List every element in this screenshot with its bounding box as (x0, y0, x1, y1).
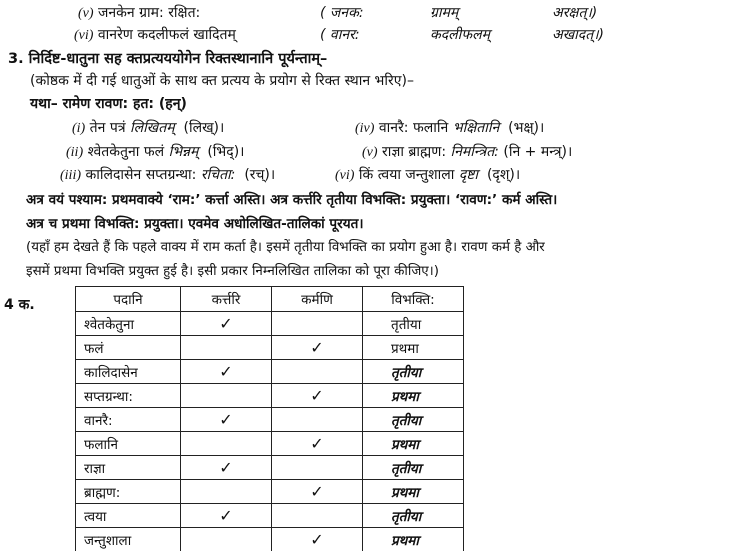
cell-kartari: ✓ (181, 408, 272, 432)
cell-vibhakti: तृतीया (363, 456, 464, 480)
item-number: (v) (78, 6, 94, 21)
cell-vibhakti: प्रथमा (363, 432, 464, 456)
cell-karmani: ✓ (272, 528, 363, 551)
item-number: (i) (72, 121, 86, 136)
hindi-explanation-2: इसमें प्रथमा विभक्ति प्रयुक्त हुई है। इसी प्रकार निम्नलिखित तालिका को पूरा कीजिए।) (26, 264, 439, 279)
prev-item-v (78, 3, 200, 22)
cell-word: कालिदासेन (76, 360, 181, 384)
cell-vibhakti: तृतीया (363, 504, 464, 528)
answer-c: अखादत्।) (552, 27, 604, 43)
cell-kartari: ✓ (181, 456, 272, 480)
item-answer: भिन्नम् (168, 144, 199, 160)
table-row (76, 528, 464, 551)
cell-word: त्वया (76, 504, 181, 528)
q3-item-iii (60, 165, 275, 184)
cell-word: फलं (76, 336, 181, 360)
sentence: जनकेन ग्राम: रक्षित: (98, 5, 201, 21)
table-row (76, 312, 464, 336)
question-4-label: 4 क. (4, 297, 35, 313)
item-root: (भक्ष्)। (508, 120, 545, 136)
cell-vibhakti: प्रथमा (363, 480, 464, 504)
table-row (76, 480, 464, 504)
item-number: (vi) (335, 168, 355, 183)
item-answer: रचिता: (200, 167, 236, 183)
hindi-explanation-1: (यहाँ हम देखते हैं कि पहले वाक्य में राम कर्ता है। इसमें तृतीया विभक्ति का प्रयोग हुआ है। रावण कर्म है और (26, 240, 545, 255)
prev-item-vi (74, 25, 236, 44)
table-row (76, 504, 464, 528)
item-root: (दृश्)। (486, 167, 521, 183)
item-text: राज्ञा ब्राह्मण: (382, 144, 447, 160)
cell-word: सप्तग्रन्था: (76, 384, 181, 408)
cell-karmani (272, 456, 363, 480)
cell-word: जन्तुशाला (76, 528, 181, 551)
q3-item-i (72, 118, 224, 137)
cell-vibhakti: तृतीया (363, 408, 464, 432)
item-answer: निमन्त्रित: (450, 144, 499, 160)
cell-word: श्वेतकेतुना (76, 312, 181, 336)
answer-b: ग्रामम् (430, 5, 459, 21)
cell-kartari (181, 432, 272, 456)
item-answer: लिखितम् (130, 120, 175, 136)
cell-karmani: ✓ (272, 480, 363, 504)
table-row (76, 456, 464, 480)
cell-vibhakti: तृतीया (363, 360, 464, 384)
cell-vibhakti: प्रथमा (363, 336, 464, 360)
cell-kartari: ✓ (181, 360, 272, 384)
q3-item-v (362, 142, 572, 161)
answer-a: ( वानर: (320, 27, 360, 43)
item-number: (iii) (60, 168, 81, 183)
explanation-line-2: अत्र च प्रथमा विभक्ति: प्रयुक्ता। एवमेव अधोलिखित-तालिकां पूरयत। (26, 216, 364, 232)
q3-item-vi (335, 165, 520, 184)
cell-vibhakti: तृतीया (363, 312, 464, 336)
item-root: (लिख्)। (183, 120, 225, 136)
item-root: (नि + मन्त्र्)। (503, 144, 573, 160)
cell-word: ब्राह्मण: (76, 480, 181, 504)
cell-vibhakti: प्रथमा (363, 528, 464, 551)
cell-karmani (272, 504, 363, 528)
cell-karmani: ✓ (272, 336, 363, 360)
item-root: (भिद्)। (207, 144, 245, 160)
item-number: (vi) (74, 28, 94, 43)
answer-a: ( जनक: (320, 5, 364, 21)
cell-word: राज्ञा (76, 456, 181, 480)
cell-kartari (181, 384, 272, 408)
item-text: वानरै: फलानि (378, 120, 449, 136)
cell-word: फलानि (76, 432, 181, 456)
q3-item-ii (66, 142, 244, 161)
sentence: वानरेण कदलीफलं खादितम् (97, 27, 236, 43)
item-root: (रच्)। (244, 167, 276, 183)
cell-karmani: ✓ (272, 432, 363, 456)
cell-kartari: ✓ (181, 312, 272, 336)
explanation-line-1: अत्र वयं पश्याम: प्रथमवाक्ये ‘राम:’ कर्त्ता अस्ति। अत्र कर्त्तरि तृतीया विभक्ति: प्रयुक्ता। ‘रावण:’ कर्म अस्ति। (26, 192, 558, 208)
table-row (76, 336, 464, 360)
header-kartari: कर्त्तरि (181, 287, 272, 312)
table-row (76, 384, 464, 408)
cell-karmani: ✓ (272, 384, 363, 408)
vibhakti-table (75, 286, 464, 551)
cell-word: वानरै: (76, 408, 181, 432)
item-text: किं त्वया जन्तुशाला (358, 167, 455, 183)
cell-kartari: ✓ (181, 504, 272, 528)
example: यथा– रामेण रावण: हत: (हन्) (30, 96, 187, 112)
item-number: (iv) (355, 121, 375, 136)
answer-b: कदलीफलम् (430, 27, 490, 43)
cell-karmani (272, 360, 363, 384)
table-row (76, 408, 464, 432)
item-number: (ii) (66, 145, 84, 160)
item-answer: दृष्टा (458, 167, 479, 183)
item-number: (v) (362, 145, 378, 160)
question-3-title: 3. निर्दिष्ट-धातुना सह क्तप्रत्यययोगेन रिक्तस्थानानि पूर्यन्ताम्– (8, 51, 328, 67)
cell-karmani (272, 408, 363, 432)
question-3-hindi: (कोष्ठक में दी गई धातुओं के साथ क्त प्रत्यय के प्रयोग से रिक्त स्थान भरिए)– (30, 73, 414, 89)
item-text: श्वेतकेतुना फलं (87, 144, 165, 160)
header-padani: पदानि (76, 287, 181, 312)
cell-karmani (272, 312, 363, 336)
answer-c: अरक्षत्।) (552, 5, 598, 21)
cell-vibhakti: प्रथमा (363, 384, 464, 408)
table-row (76, 360, 464, 384)
header-vibhakti: विभक्ति: (363, 287, 464, 312)
item-text: तेन पत्रं (89, 120, 126, 136)
cell-kartari (181, 336, 272, 360)
item-answer: भक्षितानि (452, 120, 500, 136)
cell-kartari (181, 480, 272, 504)
table-row (76, 432, 464, 456)
cell-kartari (181, 528, 272, 551)
q3-item-iv (355, 118, 544, 137)
header-karmani: कर्मणि (272, 287, 363, 312)
item-text: कालिदासेन सप्तग्रन्था: (85, 167, 197, 183)
